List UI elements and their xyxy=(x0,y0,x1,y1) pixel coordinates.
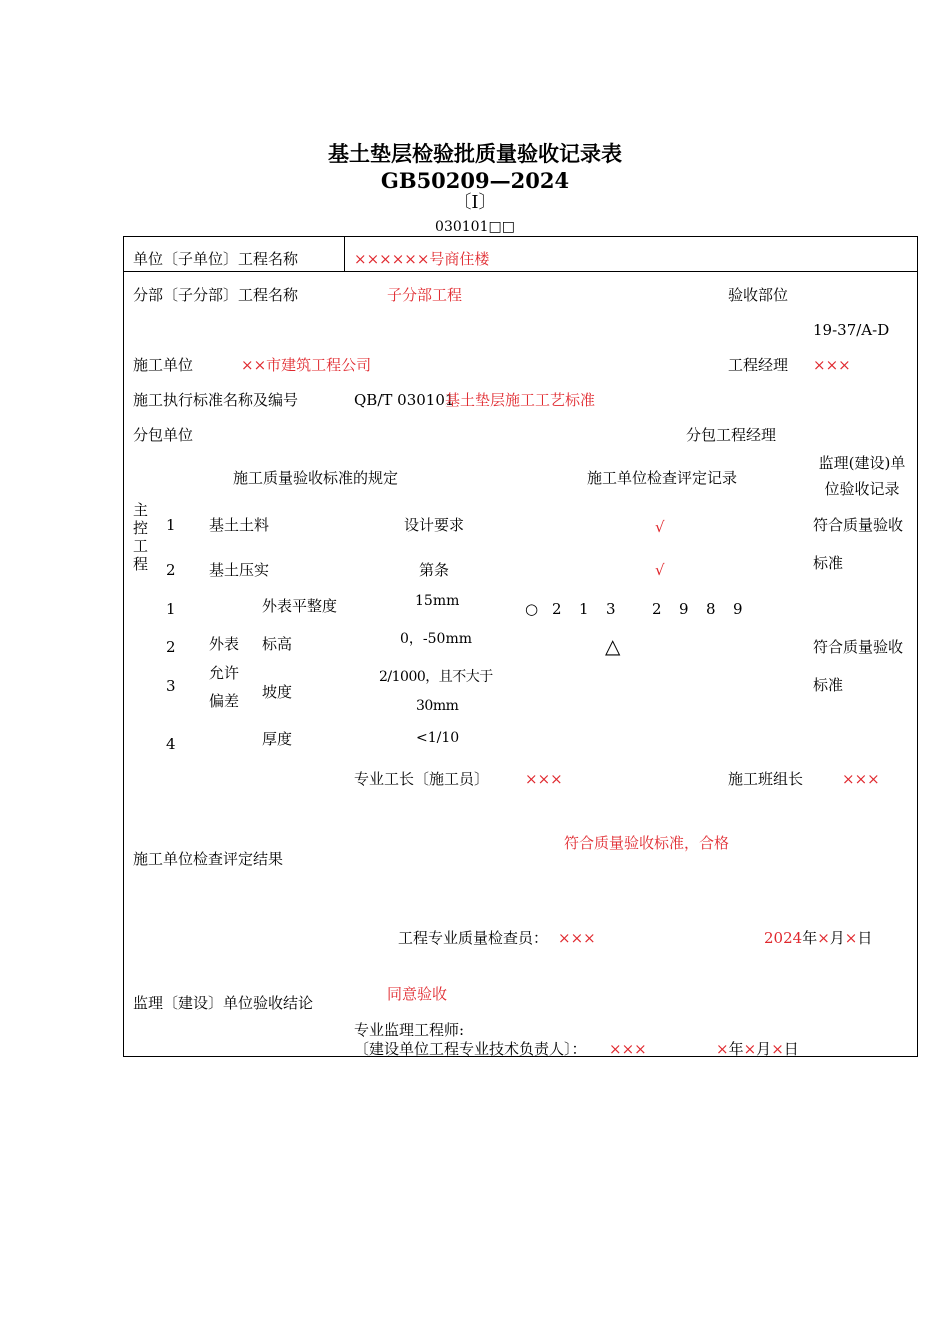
measurement-value: 2 xyxy=(652,600,662,618)
inspector-value: ××× xyxy=(558,929,596,947)
tolerance-item-no: 3 xyxy=(166,677,176,695)
tolerance-group-char: 偏差 xyxy=(209,692,240,710)
tolerance-item-no: 1 xyxy=(166,600,176,618)
tolerance-item-requirement: <1/10 xyxy=(416,730,460,746)
acceptance-part-value: 19-37/A-D xyxy=(813,321,890,339)
date-day: × xyxy=(844,929,858,947)
main-control-char: 工 xyxy=(133,537,149,555)
supervisor-engineer-label: 专业监理工程师: xyxy=(354,1021,465,1039)
unit-project-value: ××××××号商住楼 xyxy=(354,250,490,268)
team-leader-label: 施工班组长 xyxy=(728,770,804,788)
sub-project-label: 分部〔子分部〕工程名称 xyxy=(133,286,299,304)
acceptance-part-label: 验收部位 xyxy=(728,286,789,304)
spec-column-header: 施工质量验收标准的规定 xyxy=(233,469,399,487)
main-result-line-2: 标准 xyxy=(813,554,844,572)
form-title: 基土垫层检验批质量验收记录表 xyxy=(328,141,622,166)
triangle-mark: △ xyxy=(605,634,621,658)
tolerance-group-char: 外表 xyxy=(209,635,240,653)
supervisor-conclusion-label: 监理〔建设〕单位验收结论 xyxy=(133,994,314,1012)
main-item-name: 基土土料 xyxy=(209,516,270,534)
supervisor-conclusion-value: 同意验收 xyxy=(387,985,448,1003)
inspector-label: 工程专业质量检查员： xyxy=(398,929,549,947)
contractor-result-value: 符合质量验收标准，合格 xyxy=(564,834,730,852)
inspection-date xyxy=(764,929,872,947)
main-item-requirement: 第条 xyxy=(419,561,450,579)
standard-code: GB50209—2024 xyxy=(380,168,570,193)
subcontractor-label: 分包单位 xyxy=(133,426,194,444)
foreman-value: ××× xyxy=(525,770,563,788)
date-year: × xyxy=(716,1040,729,1058)
exec-standard-name: 基土垫层施工工艺标准 xyxy=(445,391,596,409)
main-item-name: 基土压实 xyxy=(209,561,270,579)
date-year: 2024 xyxy=(764,929,803,947)
main-item-no: 1 xyxy=(166,516,176,534)
tolerance-result-line-1: 符合质量验收 xyxy=(813,638,904,656)
tolerance-item-requirement: 2/1000，且不大于 xyxy=(379,669,493,685)
exec-standard-label: 施工执行标准名称及编号 xyxy=(133,391,299,409)
tolerance-item-no: 4 xyxy=(166,735,176,753)
measurement-value: 9 xyxy=(733,600,743,618)
date-month: × xyxy=(743,1040,757,1058)
date-day-unit: 日 xyxy=(857,929,873,947)
measurement-value: 8 xyxy=(706,600,716,618)
form-code: 030101□□ xyxy=(435,219,515,235)
main-item-requirement: 设计要求 xyxy=(404,516,465,534)
unit-project-label: 单位〔子单位〕工程名称 xyxy=(133,250,299,268)
tolerance-item-no: 2 xyxy=(166,638,176,656)
main-item-check: √ xyxy=(655,518,665,536)
date-year-unit: 年 xyxy=(728,1040,744,1058)
tolerance-item-requirement: 30mm xyxy=(416,698,459,714)
tolerance-result-line-2: 标准 xyxy=(813,676,844,694)
measurement-value: 2 xyxy=(552,600,562,618)
date-month: × xyxy=(817,929,830,947)
sub-manager-label: 分包工程经理 xyxy=(686,426,777,444)
main-control-char: 主 xyxy=(133,501,149,519)
roman-numeral: 〔Ⅰ〕 xyxy=(453,192,497,213)
project-manager-label: 工程经理 xyxy=(728,356,789,374)
date-month-unit: 月 xyxy=(756,1040,772,1058)
tolerance-item-name: 厚度 xyxy=(262,730,293,748)
owner-tech-label: 〔建设单位工程专业技术负责人〕： xyxy=(354,1040,587,1058)
supervisor-record-header-2: 位验收记录 xyxy=(824,480,900,498)
sub-project-value: 子分部工程 xyxy=(387,286,463,304)
row-divider xyxy=(123,271,918,272)
tolerance-item-requirement: 15mm xyxy=(415,593,460,609)
main-item-check: √ xyxy=(655,561,665,579)
tolerance-item-name: 外表平整度 xyxy=(262,597,338,615)
date-day-unit: 日 xyxy=(783,1040,799,1058)
tolerance-item-requirement: 0，-50mm xyxy=(400,631,473,647)
owner-tech-value: ××× xyxy=(609,1040,647,1058)
team-leader-value: ××× xyxy=(842,770,880,788)
contractor-result-label: 施工单位检查评定结果 xyxy=(133,850,284,868)
contractor-label: 施工单位 xyxy=(133,356,194,374)
tolerance-item-name: 坡度 xyxy=(262,683,293,701)
column-divider xyxy=(344,236,345,271)
measurement-value: ○ xyxy=(525,600,539,618)
main-result-line-1: 符合质量验收 xyxy=(813,516,904,534)
main-item-no: 2 xyxy=(166,561,176,579)
date-month-unit: 月 xyxy=(829,929,845,947)
project-manager-value: ××× xyxy=(813,356,851,374)
main-control-char: 控 xyxy=(133,519,149,537)
supervisor-date xyxy=(716,1040,799,1058)
tolerance-item-name: 标高 xyxy=(262,635,293,653)
measurement-value: 1 xyxy=(579,600,589,618)
contractor-record-header: 施工单位检查评定记录 xyxy=(587,469,738,487)
tolerance-group-char: 允许 xyxy=(209,664,240,682)
contractor-value: ××市建筑工程公司 xyxy=(241,356,372,374)
measurement-value: 3 xyxy=(606,600,616,618)
date-day: × xyxy=(771,1040,784,1058)
exec-standard-code: QB/T 030101 xyxy=(354,391,455,409)
foreman-label: 专业工长〔施工员〕 xyxy=(354,770,490,788)
main-control-char: 程 xyxy=(133,555,149,573)
supervisor-record-header-1: 监理(建设)单 xyxy=(818,454,906,472)
measurement-value: 9 xyxy=(679,600,689,618)
date-year-unit: 年 xyxy=(802,929,818,947)
